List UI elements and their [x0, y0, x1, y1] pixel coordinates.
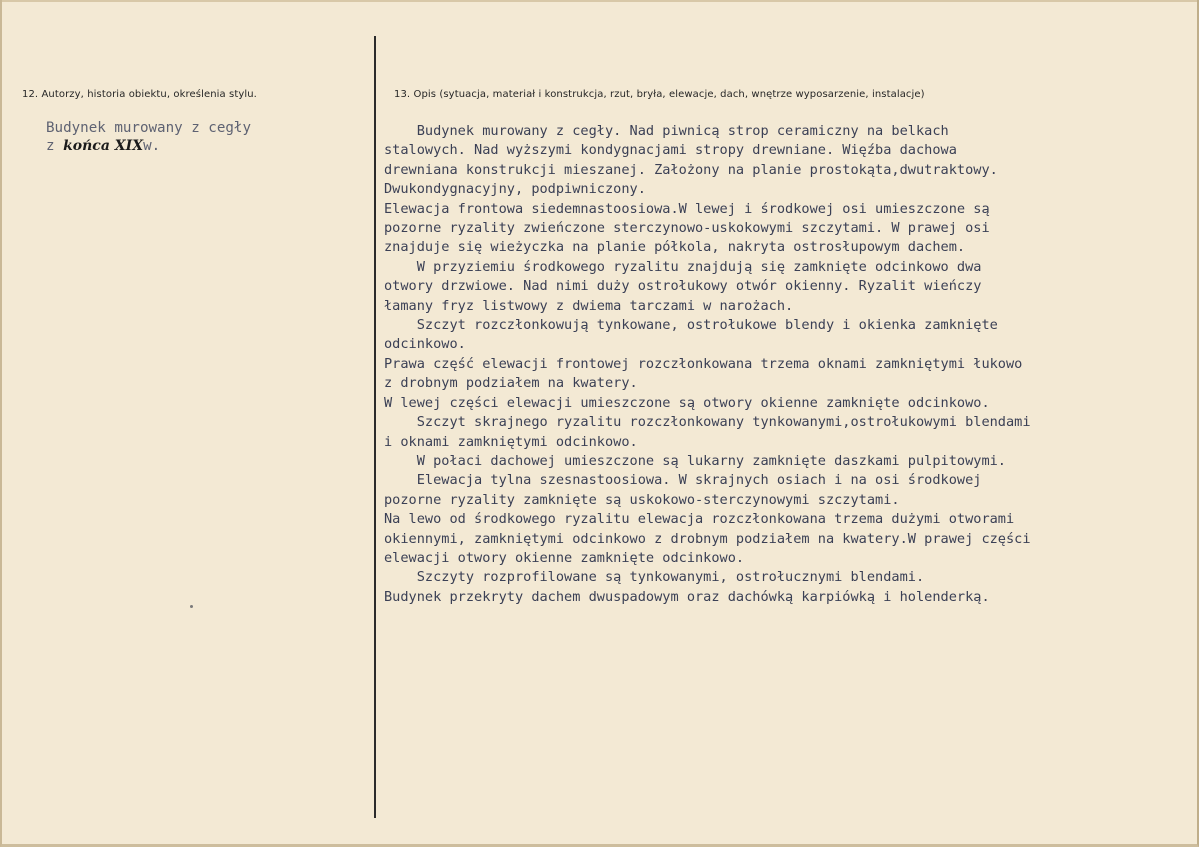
description-line: stalowych. Nad wyższymi kondygnacjami stropy drewniane. Więźba dachowa — [384, 142, 957, 159]
description-line: łamany fryz listwowy z dwiema tarczami w narożach. — [384, 297, 794, 314]
description-line: odcinkowo. — [384, 336, 466, 353]
column-divider — [374, 36, 376, 818]
section-13-label: 13. Opis (sytuacja, materiał i konstrukcja, rzut, bryła, elewacje, dach, wnętrze wyposarzenie, instalacje) — [394, 89, 925, 100]
section-12-line-2-end: w. — [143, 138, 161, 154]
description-line: Szczyt rozczłonkowują tynkowane, ostrołukowe blendy i okienka zamknięte — [384, 317, 998, 334]
description-line: Elewacja frontowa siedemnastoosiowa.W lewej i środkowej osi umieszczone są — [384, 200, 990, 217]
description-line: W przyziemiu środkowego ryzalitu znajdują się zamknięte odcinkowo dwa — [384, 258, 982, 275]
section-12-line-1: Budynek murowany z cegły — [46, 120, 251, 136]
description-line: znajduje się wieżyczka na planie półkola, nakryta ostrosłupowym dachem. — [384, 239, 966, 256]
description-line: Elewacja tylna szesnastoosiowa. W skrajnych osiach i na osi środkowej — [384, 472, 982, 489]
description-line: Na lewo od środkowego ryzalitu elewacja rozczłonkowana trzema dużymi otworami — [384, 511, 1015, 528]
section-12-line-2-start: z — [46, 138, 64, 154]
description-line: otwory drzwiowe. Nad nimi duży ostrołukowy otwór okienny. Ryzalit wieńczy — [384, 278, 982, 295]
top-edge — [2, 0, 1197, 2]
description-line: Prawa część elewacji frontowej rozczłonkowana trzema oknami zamkniętymi łukowo — [384, 355, 1023, 372]
description-line: drewniana konstrukcji mieszanej. Założony na planie prostokąta,dwutraktowy. — [384, 161, 998, 178]
ink-dot — [190, 605, 193, 608]
description-line: z drobnym podziałem na kwatery. — [384, 375, 638, 392]
handwritten-date: końca XIX — [63, 138, 144, 154]
description-line: pozorne ryzality zwieńczone sterczynowo-uskokowymi szczytami. W prawej osi — [384, 220, 990, 237]
description-line: elewacji otwory okienne zamknięte odcinkowo. — [384, 549, 745, 566]
section-12-line-2 — [46, 137, 251, 155]
description-line: i oknami zamkniętymi odcinkowo. — [384, 433, 638, 450]
description-line: okiennymi, zamkniętymi odcinkowo z drobnym podziałem na kwatery.W prawej części — [384, 530, 1031, 547]
section-12-label: 12. Autorzy, historia obiektu, określenia stylu. — [22, 89, 257, 100]
section-13-content — [384, 122, 1174, 607]
description-line: pozorne ryzality zamknięte są uskokowo-sterczynowymi szczytami. — [384, 491, 900, 508]
section-12-content — [46, 119, 251, 155]
description-line: Szczyt skrajnego ryzalitu rozczłonkowany tynkowanymi,ostrołukowymi blendami — [384, 414, 1031, 431]
description-line: Dwukondygnacyjny, podpiwniczony. — [384, 181, 646, 198]
description-line: W połaci dachowej umieszczone są lukarny zamknięte daszkami pulpitowymi. — [384, 452, 1006, 469]
description-line: Budynek murowany z cegły. Nad piwnicą strop ceramiczny na belkach — [384, 123, 949, 139]
description-line: W lewej części elewacji umieszczone są otwory okienne zamknięte odcinkowo. — [384, 394, 990, 411]
description-line: Szczyty rozprofilowane są tynkowanymi, ostrołucznymi blendami. — [384, 569, 925, 586]
description-line: Budynek przekryty dachem dwuspadowym oraz dachówką karpiówką i holenderką. — [384, 588, 990, 605]
